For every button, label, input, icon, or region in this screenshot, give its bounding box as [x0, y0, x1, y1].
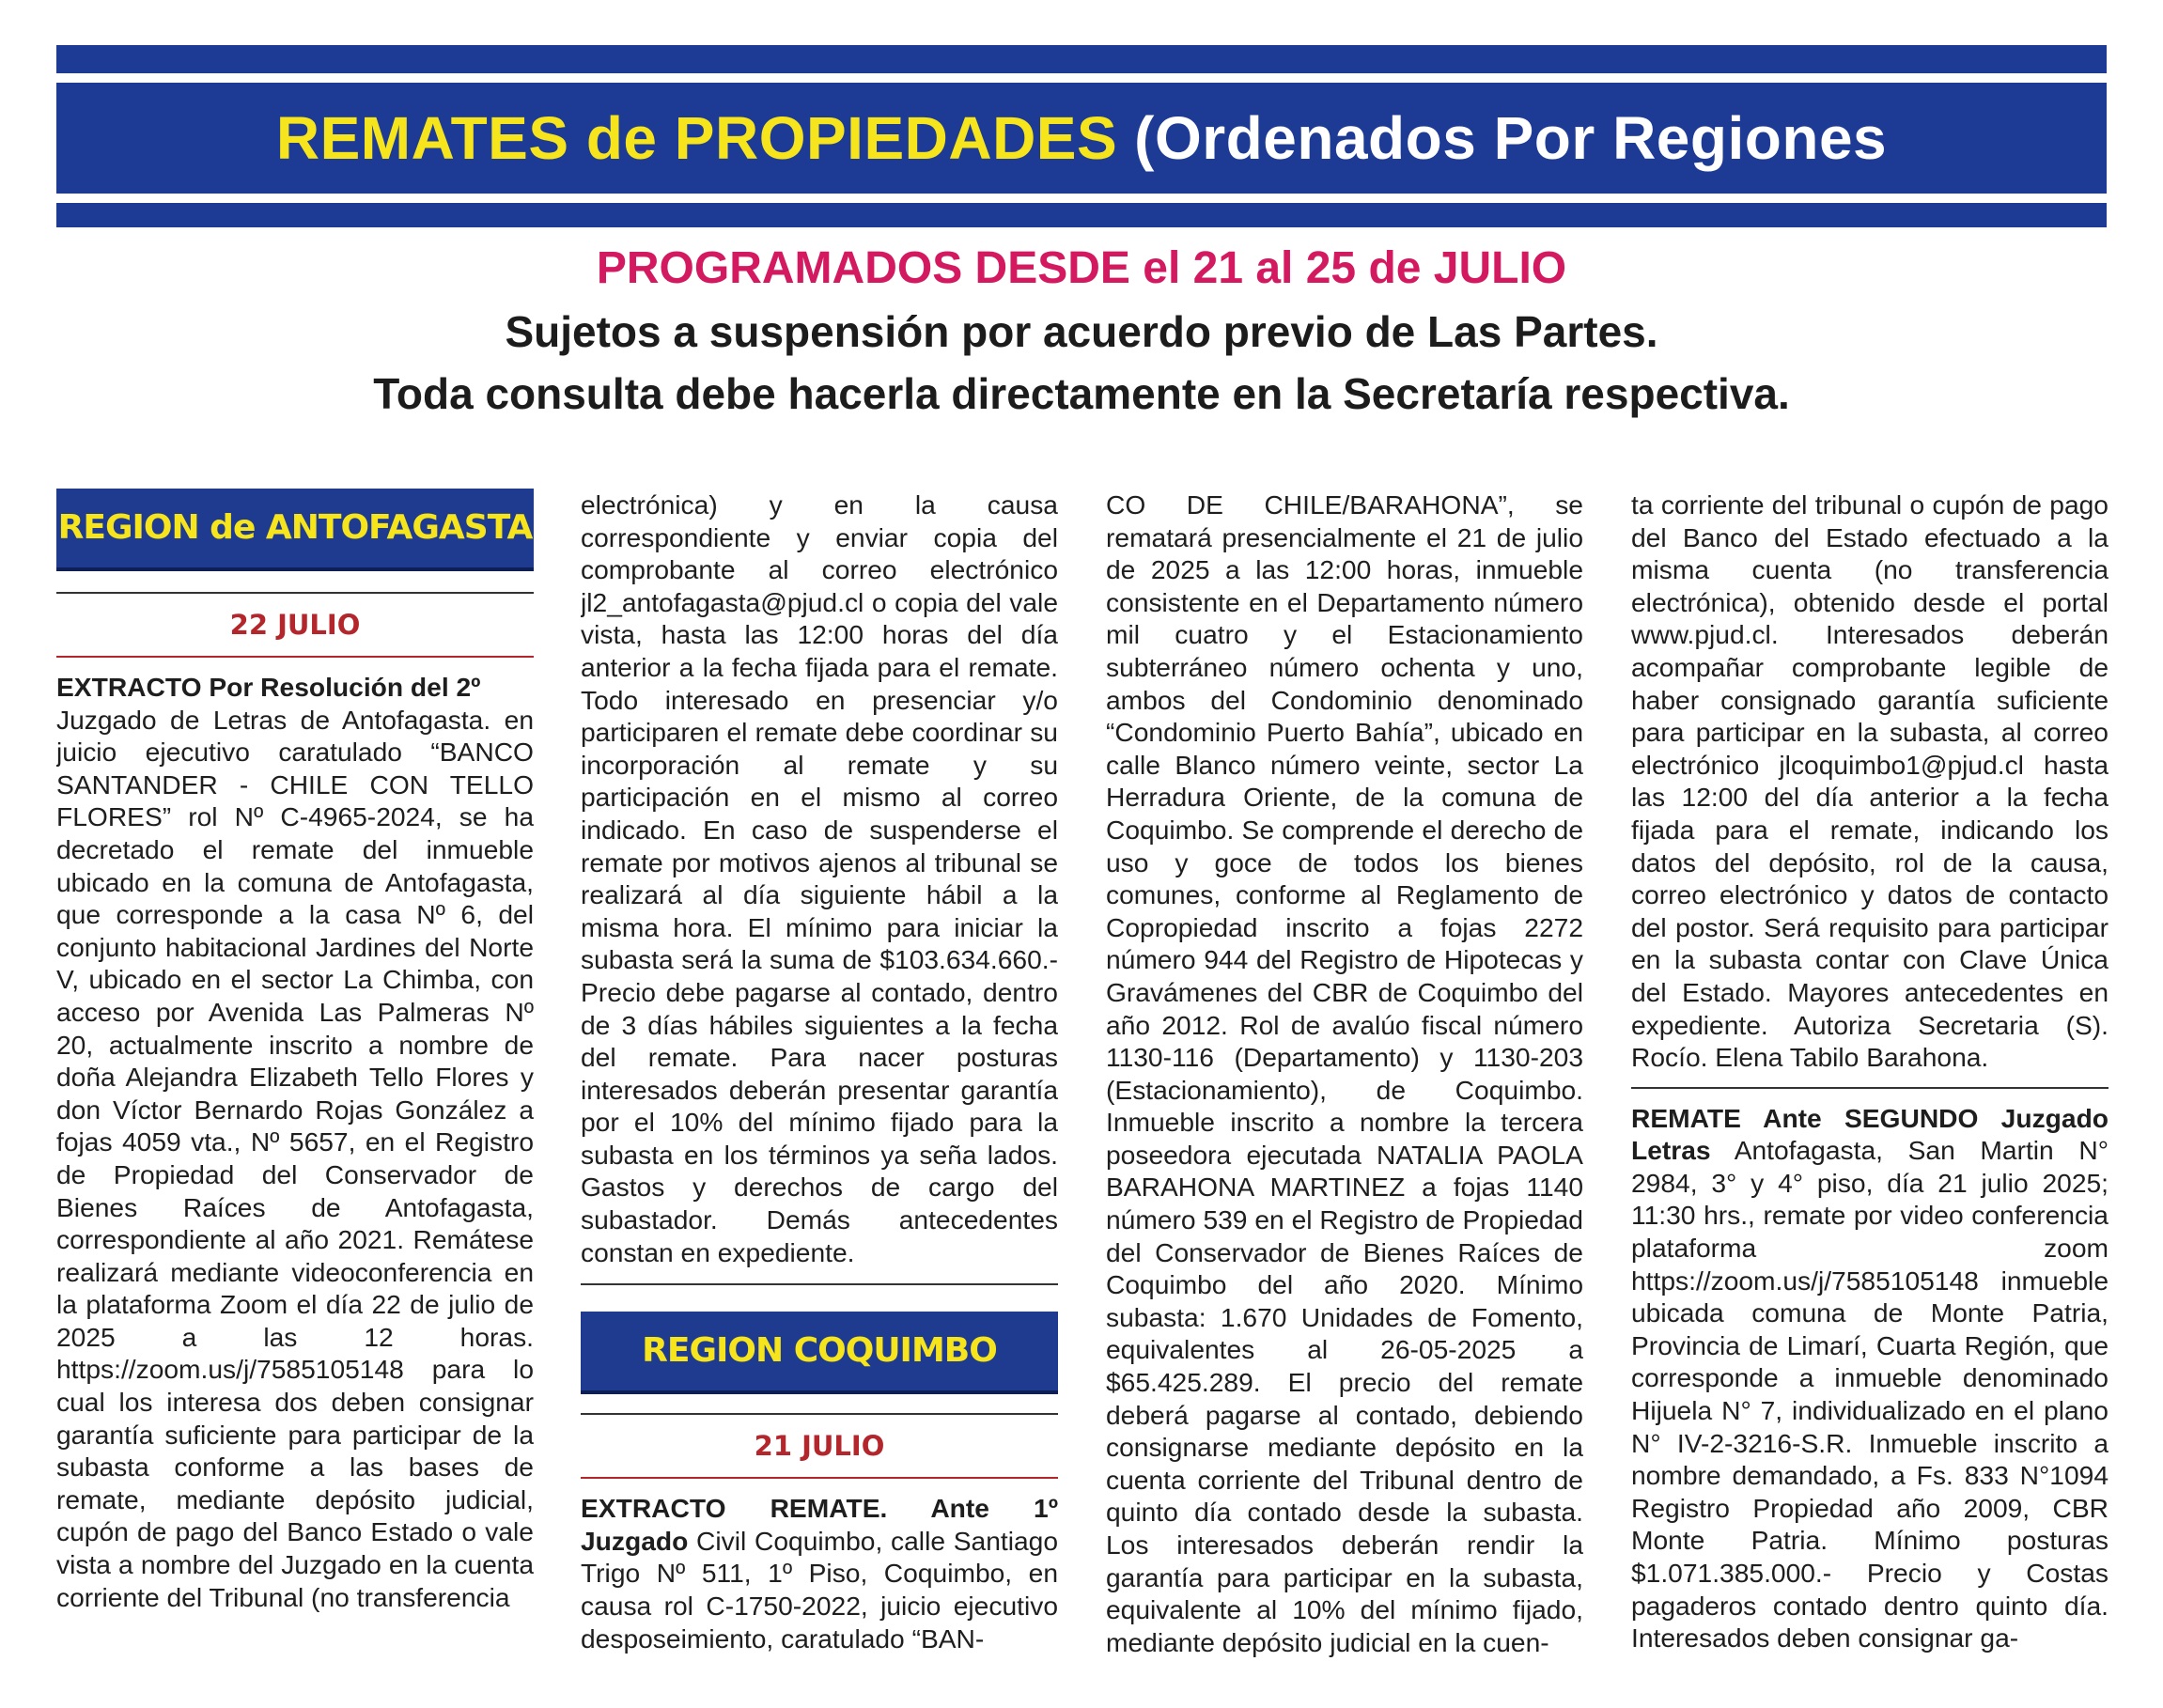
notice-antofagasta-continued: electrónica) y en la causa correspondiente y enviar copia del comprobante al correo electrónico jl2_antofagasta@pjud.cl o copia del vale vista, hasta las 12:00 horas del día anterior a la fecha fijada para el remate. Todo interesado en presenciar y/o participaren el remate debe coordinar su incorporación al remate y su participación en el mismo al correo indicado. En caso de suspenderse el remate por motivos ajenos al tribunal se realizará al día siguiente hábil a la misma hora. El mínimo para iniciar la subasta será la suma de $103.634.660.- Precio debe pagarse al contado, dentro de 3 días hábiles siguientes a la fecha del remate. Para nacer posturas interesados deberán presentar garantía por el 10% del mínimo fijado para la subasta en los términos ya seña lados. Gastos y derechos de cargo del subastador. Demás antecedentes constan en expediente.	[581, 489, 1058, 1267]
notice-lead: EXTRACTO REMATE. Ante 1º Juzgado	[581, 1493, 1058, 1556]
column-3	[1106, 489, 1583, 1672]
notice-coquimbo-1-continued: CO DE CHILE/BARAHONA”, se rematará presencialmente el 21 de julio de 2025 a las 12:00 horas, inmueble consistente en el Departamento número mil cuatro y el Estacionamiento subterráneo número ochenta y uno, ambos del Condominio denominado “Condominio Puerto Bahía”, ubicado en calle Blanco número veinte, sector La Herradura Oriente, de la comuna de Coquimbo. Se comprende el derecho de uso y goce de todos los bienes comunes, conforme al Reglamento de Copropiedad inscrito a fojas 2272 número 944 del Registro de Hipotecas y Gravámenes del CBR de Coquimbo del año 2012. Rol de avalúo fiscal número 1130-116 (Departamento) y 1130-203 (Estacionamiento), de Coquimbo. Inmueble inscrito a nombre la tercera poseedora ejecutada NATALIA PAOLA BARAHONA MARTINEZ a fojas 1140 número 539 en el Registro de Propiedad del Conservador de Bienes Raíces de Coquimbo del año 2020. Mínimo subasta: 1.670 Unidades de Fomento, equivalentes al 26-05-2025 a $65.425.289. El precio del remate deberá pagarse al contado, debiendo consignarse mediante depósito en la cuenta corriente del Tribunal dentro de quinto día contado desde la subasta. Los interesados deberán rendir la garantía para participar en la subasta, equivalente al 10% del mínimo fijado, mediante depósito judicial en la cuen-	[1106, 489, 1583, 1657]
notice-coquimbo-1	[581, 1492, 1058, 1654]
header-banner	[56, 45, 2107, 227]
notice-coquimbo-1-end: ta corriente del tribunal o cupón de pago del Banco del Estado efectuado a la misma cuenta (no transferencia electrónica), obtenido desde el portal www.pjud.cl. Interesados deberán acompañar comprobante legible de haber consignado garantía suficiente para participar en la subasta, al correo electrónico jlcoquimbo1@pjud.cl hasta las 12:00 del día anterior a la fecha fijada para el remate, indicando los datos del depósito, rol de la causa, correo electrónico y datos de contacto del postor. Será requisito para participar en la subasta contar con Clave Única del Estado. Mayores antecedentes en expediente. Autoriza Secretaria (S). Rocío. Elena Tabilo Barahona.	[1631, 489, 2109, 1073]
region-coquimbo-label: REGION COQUIMBO	[581, 1312, 1058, 1394]
banner-bottom-stripe	[56, 203, 2107, 227]
consulta-notice: Toda consulta debe hacerla directamente en la Secretaría respectiva.	[373, 369, 1790, 418]
banner-top-stripe	[56, 45, 2107, 73]
notice-lead: REMATE Ante SEGUNDO Juzgado Letras	[1631, 1102, 2109, 1166]
banner-title-sub: (Ordenados Por Regiones	[1134, 104, 1888, 172]
column-2	[581, 489, 1058, 1672]
column-4	[1631, 489, 2109, 1672]
notice-coquimbo-2	[1631, 1102, 2109, 1654]
notice-coquimbo-2-body: Antofagasta, San Martin N° 2984, 3° y 4° piso, día 21 julio 2025; 11:30 hrs., remate por video conferencia plataforma zoom https://zoom.us/j/7585105148 inmueble ubicada comuna de Monte Patria, Provincia de Limarí, Cuarta Región, que corresponde a inmueble denominado Hijuela N° 7, individualizado en el plano N° IV-2-3216-S.R. Inmueble inscrito a nombre demandado, a Fs. 833 N°1094 Registro Propiedad año 2009, CBR Monte Patria. Mínimo posturas $1.071.385.000.- Precio y Costas pagaderos contado dentro quinto día. Interesados deben consignar ga-	[1631, 1135, 2109, 1654]
banner-title	[56, 83, 2107, 194]
banner-title-main: REMATES de PROPIEDADES	[275, 104, 1118, 172]
notice-antofagasta-lead	[56, 671, 534, 704]
notice-coquimbo-1-body: Civil Coquimbo, calle Santiago Trigo Nº 511, 1º Piso, Coquimbo, en causa rol C-1750-2022, juicio ejecutivo desposeimiento, caratulado “BAN-	[581, 1525, 1058, 1654]
notice-lead: EXTRACTO Por Resolución del 2º	[56, 672, 481, 702]
column-1	[56, 489, 534, 1672]
region-antofagasta-label: REGION de ANTOFAGASTA	[56, 489, 534, 571]
programados-heading: PROGRAMADOS DESDE el 21 al 25 de JULIO	[596, 243, 1567, 293]
suspension-notice: Sujetos a suspensión por acuerdo previo de Las Partes.	[505, 307, 1658, 356]
notice-antofagasta-body: Juzgado de Letras de Antofagasta. en juicio ejecutivo caratulado “BANCO SANTANDER - CHILE CON TELLO FLORES” rol Nº C-4965-2024, se ha decretado el remate del inmueble ubicado en la comuna de Antofagasta, que corresponde a la casa Nº 6, del conjunto habitacional Jardines del Norte V, ubicado en el sector La Chimba, con acceso por Avenida Las Palmeras Nº 20, actualmente inscrito a nombre de doña Alejandra Elizabeth Tello Flores y don Víctor Bernardo Rojas González a fojas 4059 vta., Nº 5657, en el Registro de Propiedad del Conservador de Bienes Raíces de Antofagasta, correspondiente al año 2021. Remátese realizará mediante videoconferencia en la plataforma Zoom el día 22 de julio de 2025 a las 12 horas. https://zoom.us/j/7585105148 para lo cual los interesa dos deben consignar garantía suficiente para participar de la subasta conforme a las bases de remate, mediante depósito judicial, cupón de pago del Banco Estado o vale vista a nombre del Juzgado en la cuenta corriente del Tribunal (no transferencia	[56, 704, 534, 1612]
date-antofagasta: 22 JULIO	[229, 609, 361, 641]
date-coquimbo: 21 JULIO	[754, 1430, 885, 1463]
